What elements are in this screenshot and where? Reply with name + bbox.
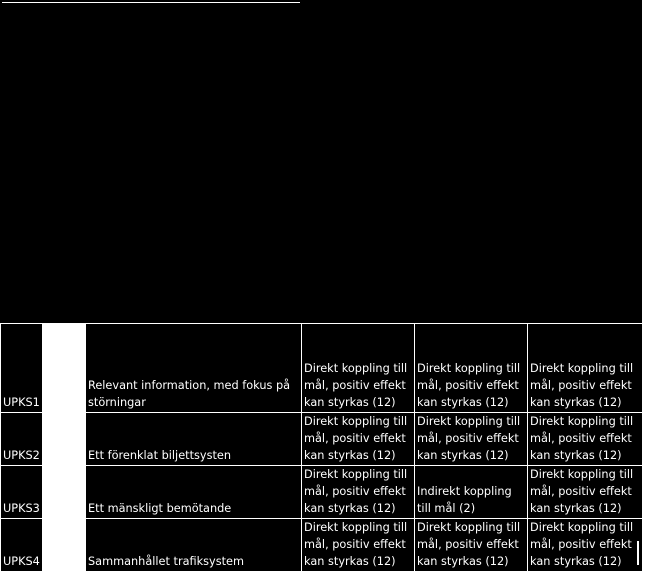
header-top-rule xyxy=(2,2,300,3)
row-value: Direkt koppling till mål, positiv effekt kan styrkas (12) xyxy=(528,324,643,413)
table-row xyxy=(1,519,643,572)
blank-cell xyxy=(43,413,86,466)
row-value: Direkt koppling till mål, positiv effekt kan styrkas (12) xyxy=(415,413,528,466)
table-row xyxy=(1,466,643,519)
row-code: UPKS4 xyxy=(1,519,43,572)
evaluation-table xyxy=(0,323,643,572)
row-value: Direkt koppling till mål, positiv effekt kan styrkas (12) xyxy=(528,413,643,466)
text-cursor-mark xyxy=(637,541,639,565)
blank-cell xyxy=(43,519,86,572)
row-code: UPKS2 xyxy=(1,413,43,466)
row-value: Direkt koppling till mål, positiv effekt kan styrkas (12) xyxy=(415,324,528,413)
row-description: Ett förenklat biljettsysten xyxy=(86,413,302,466)
row-code: UPKS1 xyxy=(1,324,43,413)
table-header-cell xyxy=(2,3,640,274)
row-value: Direkt koppling till mål, positiv effekt kan styrkas (12) xyxy=(302,466,415,519)
table-row xyxy=(1,413,643,466)
row-value: Direkt koppling till mål, positiv effekt kan styrkas (12) xyxy=(528,466,643,519)
blank-cell xyxy=(43,466,86,519)
row-description: Ett mänskligt bemötande xyxy=(86,466,302,519)
row-code: UPKS3 xyxy=(1,466,43,519)
row-value: Direkt koppling till mål, positiv effekt kan styrkas (12) xyxy=(415,519,528,572)
row-value: Direkt koppling till mål, positiv effekt kan styrkas (12) xyxy=(302,519,415,572)
row-description: Sammanhållet trafiksystem xyxy=(86,519,302,572)
row-value: Direkt koppling till mål, positiv effekt kan styrkas (12) xyxy=(302,324,415,413)
row-value: Indirekt koppling till mål (2) xyxy=(415,466,528,519)
table-row xyxy=(1,324,643,413)
blank-cell xyxy=(43,324,86,413)
row-value: Direkt koppling till mål, positiv effekt kan styrkas (12) xyxy=(302,413,415,466)
row-value: Direkt koppling till mål, positiv effekt kan styrkas (12) xyxy=(528,519,643,572)
row-description: Relevant information, med fokus på störningar xyxy=(86,324,302,413)
header-spacer xyxy=(0,274,640,323)
